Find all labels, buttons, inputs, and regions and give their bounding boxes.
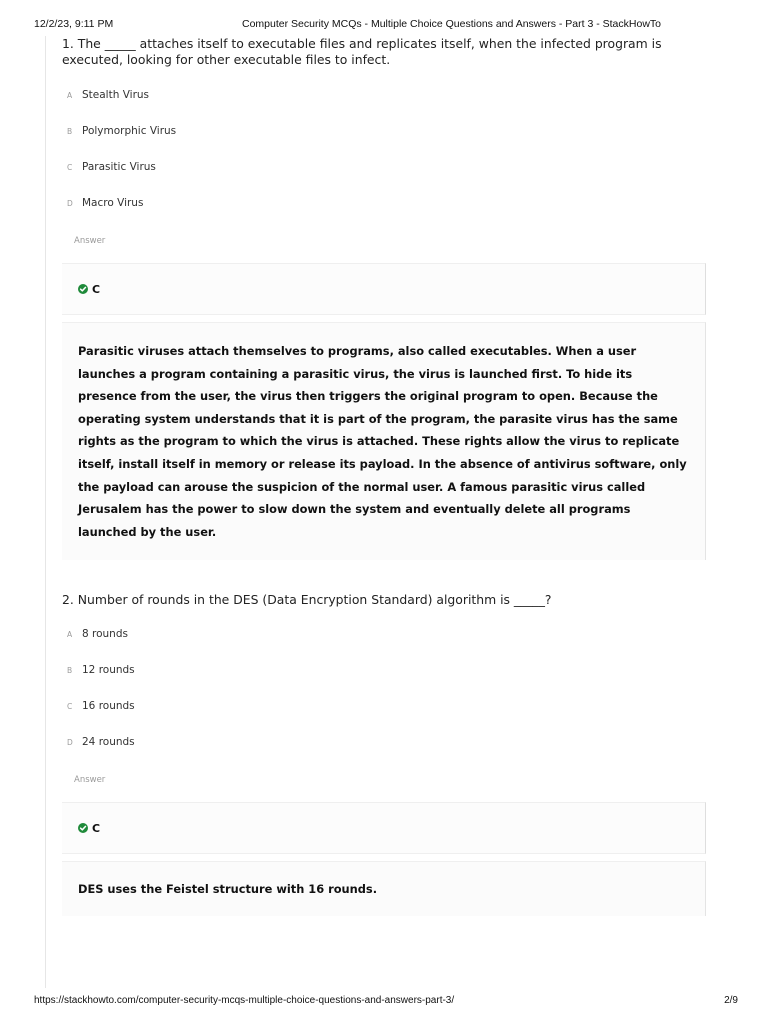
- question-text: 1. The _____ attaches itself to executable files and replicates itself, when the infected program is executed, looking for other executable files to infect.: [62, 36, 662, 67]
- option-b[interactable]: [62, 652, 712, 688]
- answer-options: [62, 77, 712, 221]
- option-label: Macro Virus: [82, 197, 144, 209]
- answer-toggle[interactable]: Answer: [74, 775, 106, 785]
- answer-box: [62, 802, 706, 854]
- option-letter: B: [67, 665, 73, 675]
- option-label: 8 rounds: [82, 628, 128, 640]
- option-label: 24 rounds: [82, 736, 135, 748]
- option-d[interactable]: [62, 185, 712, 221]
- correct-answer: C: [92, 821, 101, 835]
- option-label: Parasitic Virus: [82, 161, 156, 173]
- answer-explanation: DES uses the Feistel structure with 16 rounds.: [62, 861, 706, 916]
- correct-answer: C: [92, 282, 101, 296]
- option-label: 16 rounds: [82, 700, 135, 712]
- page-number: 2/9: [724, 995, 738, 1006]
- option-label: Polymorphic Virus: [82, 125, 177, 137]
- question-2: [62, 592, 712, 916]
- option-letter: D: [67, 198, 73, 208]
- check-circle-icon: [78, 284, 88, 294]
- print-footer: [34, 995, 738, 1009]
- option-b[interactable]: [62, 113, 712, 149]
- option-label: Stealth Virus: [82, 89, 150, 101]
- option-c[interactable]: [62, 688, 712, 724]
- option-letter: A: [67, 90, 73, 100]
- content-divider: [45, 36, 46, 988]
- option-letter: C: [67, 701, 73, 711]
- option-c[interactable]: [62, 149, 712, 185]
- print-url: https://stackhowto.com/computer-security-mcqs-multiple-choice-questions-and-answers-part-3/: [34, 995, 455, 1006]
- option-a[interactable]: [62, 77, 712, 113]
- option-a[interactable]: [62, 616, 712, 652]
- print-header: [34, 18, 740, 32]
- check-circle-icon: [78, 823, 88, 833]
- option-d[interactable]: [62, 724, 712, 760]
- option-letter: D: [67, 737, 73, 747]
- print-page-title: Computer Security MCQs - Multiple Choice Questions and Answers - Part 3 - StackHowTo: [242, 18, 661, 30]
- answer-explanation: Parasitic viruses attach themselves to programs, also called executables. When a user launches a program containing a parasitic virus, the virus is launched first. To hide its presence from the user, the virus then triggers the original program to open. Because the operating system understands that it is part of the program, the parasite virus has the same rights as the program to which the virus is attached. These rights allow the virus to replicate itself, install itself in memory or release its payload. In the absence of antivirus software, only the payload can arouse the suspicion of the normal user. A famous parasitic virus called Jerusalem has the power to slow down the system and eventually delete all programs launched by the user.: [62, 322, 706, 560]
- question-text: 2. Number of rounds in the DES (Data Encryption Standard) algorithm is _____?: [62, 592, 552, 607]
- print-datetime: 12/2/23, 9:11 PM: [34, 18, 114, 30]
- answer-options: [62, 616, 712, 760]
- answer-toggle[interactable]: Answer: [74, 236, 106, 246]
- option-letter: C: [67, 162, 73, 172]
- answer-box: [62, 263, 706, 315]
- option-letter: B: [67, 126, 73, 136]
- option-label: 12 rounds: [82, 664, 135, 676]
- option-letter: A: [67, 629, 73, 639]
- question-1: [62, 36, 712, 560]
